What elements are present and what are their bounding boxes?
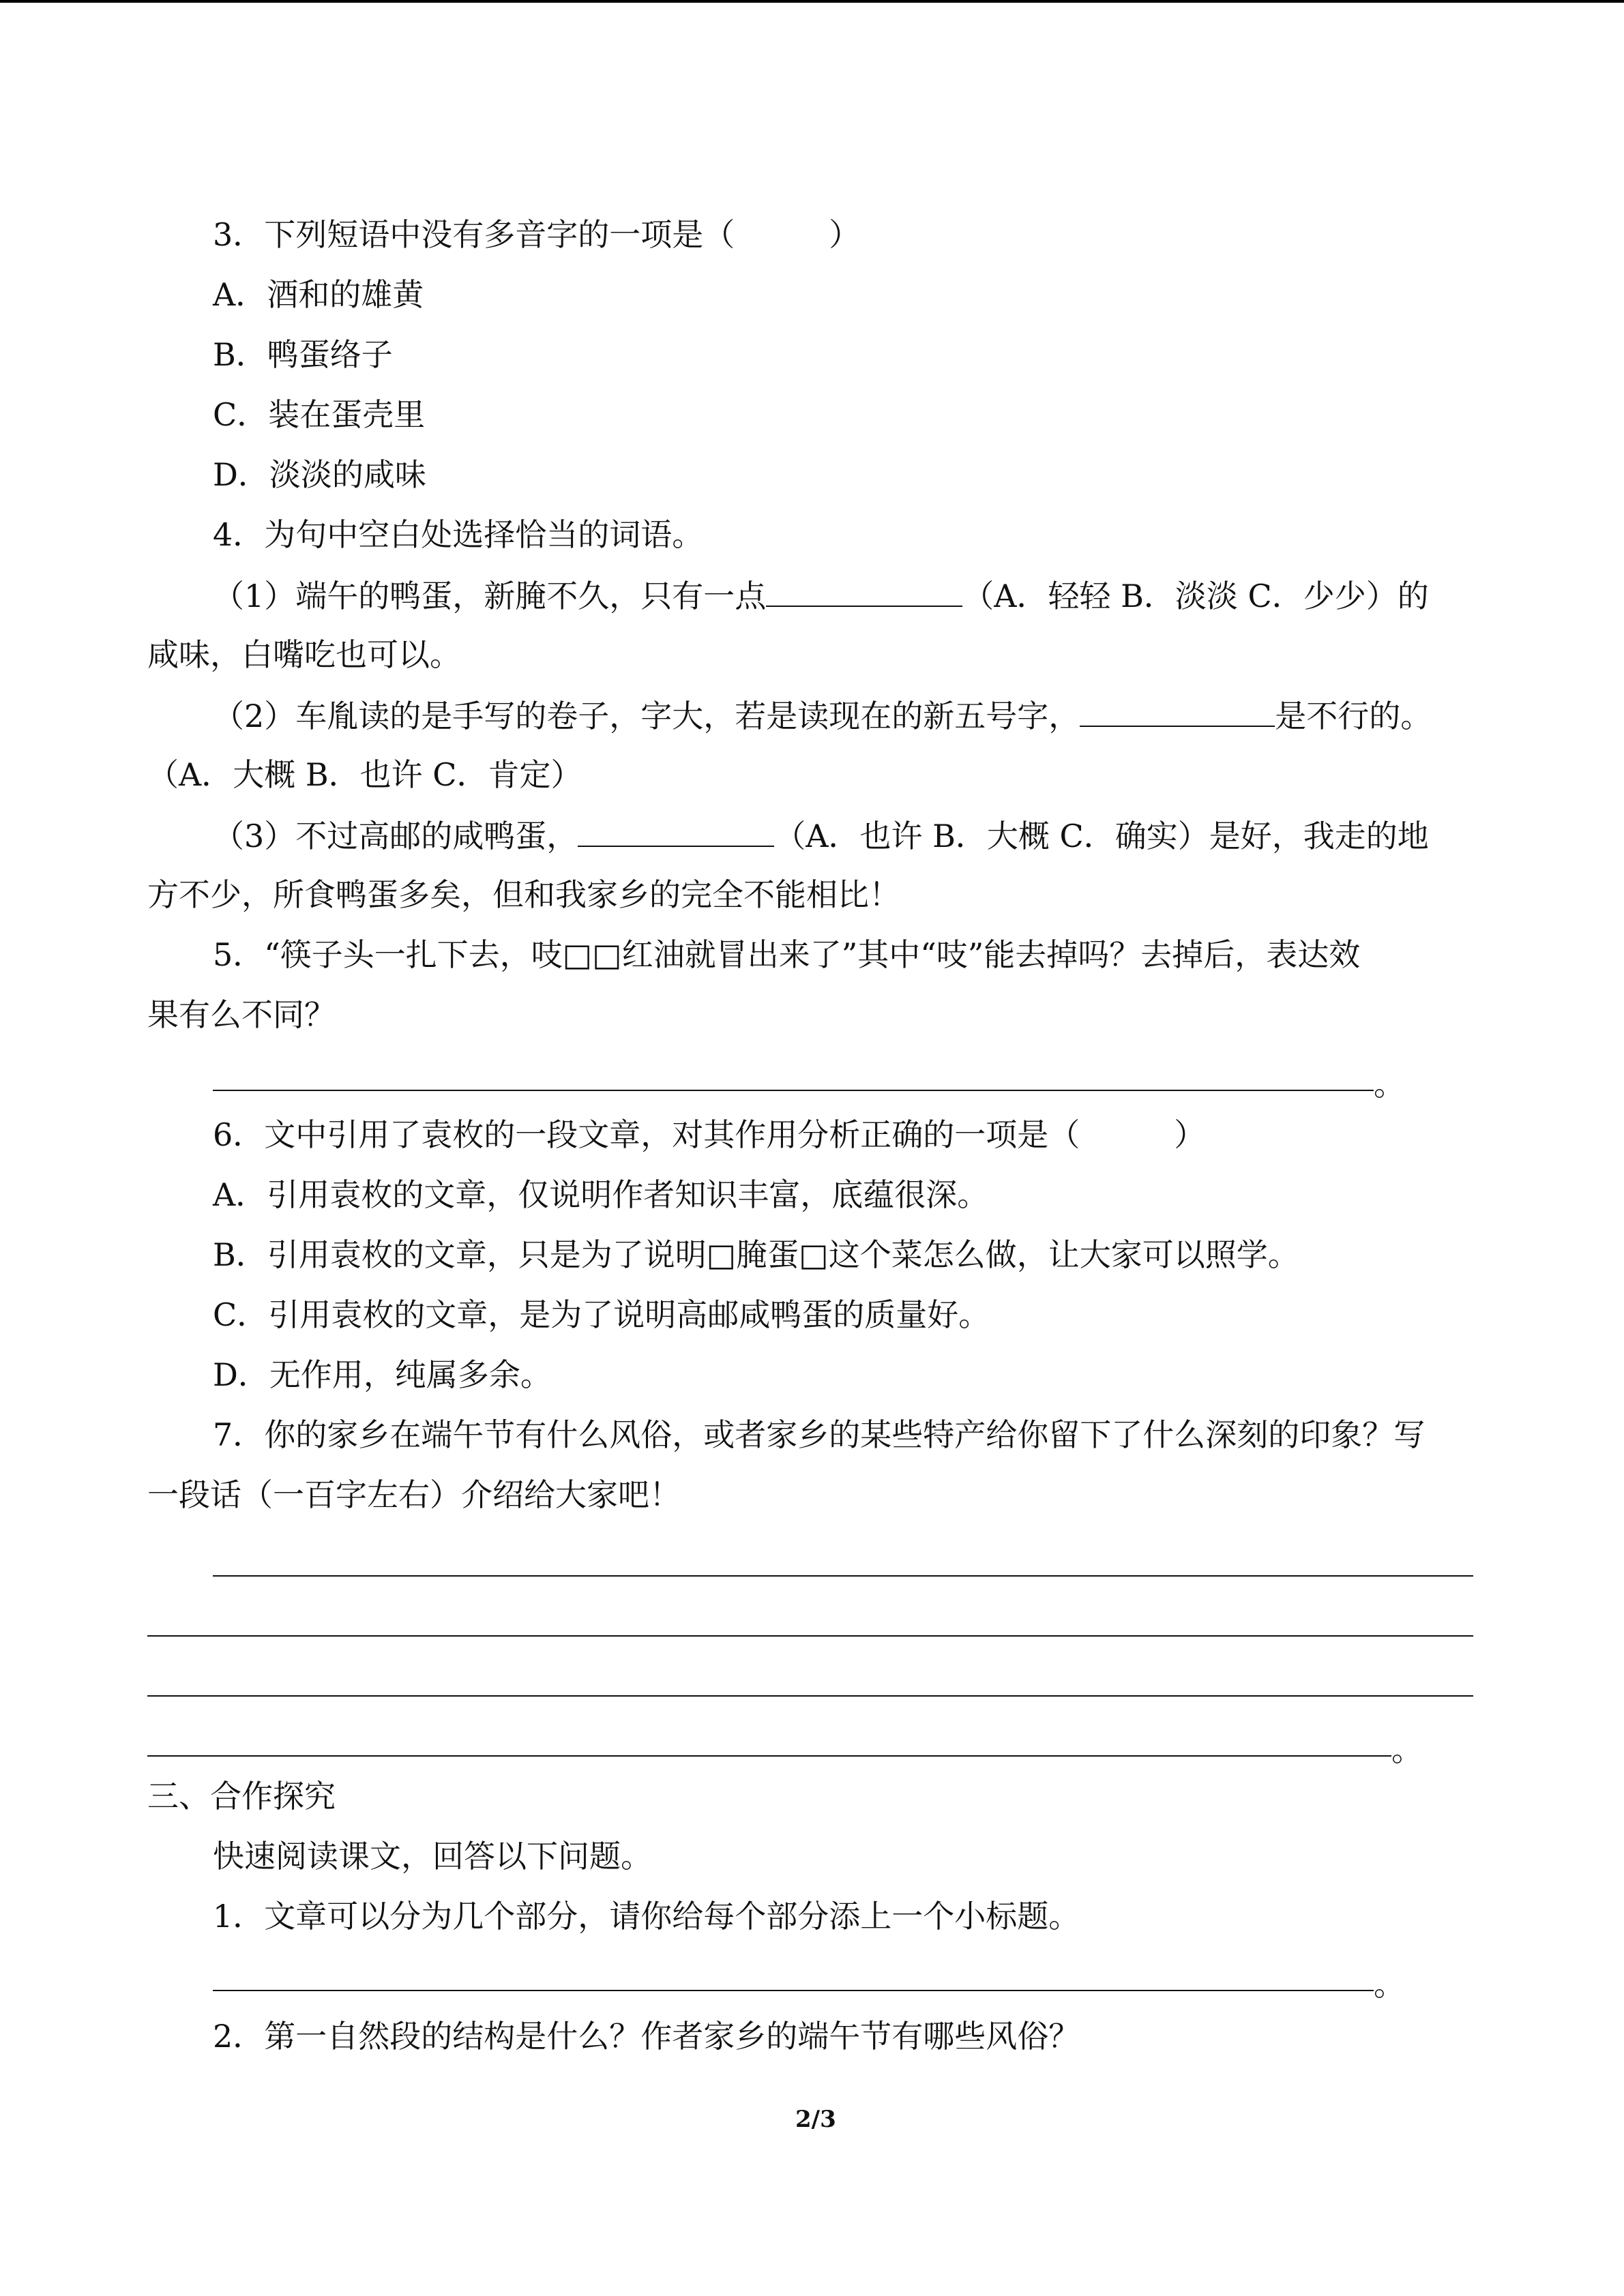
section-3-title: 三、合作探究 — [147, 1778, 336, 1815]
q4-s3-text-b: （A．也许 B．大概 C．确实）是好，我走的地 — [774, 818, 1429, 854]
q3-stem: 3．下列短语中没有多音字的一项是（ ） — [213, 216, 861, 253]
q4-sentence-1 — [213, 574, 1429, 616]
section-3-q1: 1．文章可以分为几个部分，请你给每个部分添上一个小标题。 — [213, 1898, 1080, 1935]
section-3-q1-answer-line[interactable] — [213, 1990, 1374, 1991]
q4-s3-blank[interactable] — [578, 814, 774, 847]
q6-option-c: C．引用袁枚的文章，是为了说明高邮咸鸭蛋的质量好。 — [213, 1296, 990, 1333]
q7-answer-end: 。 — [1391, 1731, 1423, 1768]
q4-s2-continuation: （A．大概 B．也许 C．肯定） — [147, 756, 582, 793]
top-border — [0, 0, 1624, 3]
section-3-intro: 快速阅读课文，回答以下问题。 — [213, 1838, 652, 1875]
q4-s1-blank[interactable] — [766, 574, 962, 607]
q4-s1-text-b: （A．轻轻 B．淡淡 C．少少）的 — [962, 578, 1429, 614]
q3-option-c: C．装在蛋壳里 — [213, 396, 426, 433]
q3-option-d: D．淡淡的咸味 — [213, 456, 426, 493]
q7-line-1: 7．你的家乡在端午节有什么风俗，或者家乡的某些特产给你留下了什么深刻的印象？写 — [213, 1416, 1426, 1453]
q6-stem: 6．文中引用了袁枚的一段文章，对其作用分析正确的一项是（ ） — [213, 1116, 1206, 1153]
q4-s2-text-b: 是不行的。 — [1275, 698, 1432, 734]
section-3-q1-end: 。 — [1374, 1966, 1405, 2003]
q4-s1-continuation: 咸味，白嘴吃也可以。 — [147, 636, 461, 673]
q5-answer-line[interactable] — [213, 1090, 1374, 1091]
q4-s1-text-a: （1）端午的鸭蛋，新腌不久，只有一点 — [213, 578, 767, 614]
page-number: 2/3 — [795, 2106, 836, 2133]
q5-line-2: 果有么不同？ — [147, 996, 336, 1033]
q3-option-b: B．鸭蛋络子 — [213, 336, 393, 373]
q6-option-b: B．引用袁枚的文章，只是为了说明□腌蛋□这个菜怎么做，让大家可以照学。 — [213, 1236, 1299, 1273]
q4-stem: 4．为句中空白处选择恰当的词语。 — [213, 516, 704, 553]
q5-line-1: 5．“筷子头一扎下去，吱□□红油就冒出来了”其中“吱”能去掉吗？去掉后，表达效 — [213, 936, 1361, 973]
q3-option-a: A．酒和的雄黄 — [213, 276, 424, 313]
q4-sentence-2 — [213, 694, 1432, 736]
q6-option-d: D．无作用，纯属多余。 — [213, 1356, 552, 1393]
q4-s3-text-a: （3）不过高邮的咸鸭蛋， — [213, 818, 578, 854]
q5-answer-end: 。 — [1374, 1066, 1405, 1103]
q6-option-a: A．引用袁枚的文章，仅说明作者知识丰富，底蕴很深。 — [213, 1176, 989, 1213]
q4-s2-blank[interactable] — [1080, 694, 1275, 727]
q7-line-2: 一段话（一百字左右）介绍给大家吧！ — [147, 1476, 681, 1513]
q7-answer-line-4[interactable] — [147, 1755, 1391, 1757]
q7-answer-line-1[interactable] — [213, 1575, 1473, 1577]
q4-s3-continuation: 方不少，所食鸭蛋多矣，但和我家乡的完全不能相比！ — [147, 876, 900, 913]
q7-answer-line-2[interactable] — [147, 1635, 1473, 1637]
q4-s2-text-a: （2）车胤读的是手写的卷子，字大，若是读现在的新五号字， — [213, 698, 1080, 734]
section-3-q2: 2．第一自然段的结构是什么？作者家乡的端午节有哪些风俗？ — [213, 2018, 1080, 2055]
q7-answer-line-3[interactable] — [147, 1695, 1473, 1697]
q4-sentence-3 — [213, 814, 1429, 856]
